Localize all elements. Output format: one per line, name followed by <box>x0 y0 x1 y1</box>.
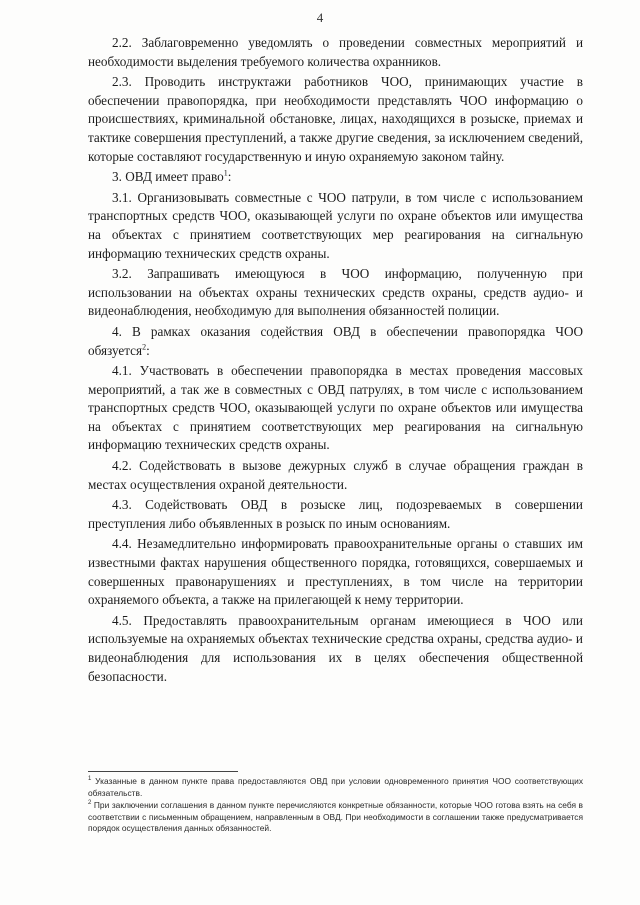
paragraph-4-4 <box>88 535 583 609</box>
footnote-text: При заключении соглашения в данном пункте перечисляются конкретные обязанности, которые ЧОО готова взять на себя в соответствии с письменным обращением, направленным в ОВД. При необходимости в соглашении также предусматривается порядок осуществления данных обязанностей. <box>88 800 583 834</box>
paragraph-4-1 <box>88 362 583 455</box>
paragraph-text: 3.2. Запрашивать имеющуюся в ЧОО информацию, полученную при использовании на объектах охраны технических средств охраны, средств аудио- и видеонаблюдения, необходимую для выполнения обязанностей полиции. <box>88 266 583 319</box>
page-number: 4 <box>316 10 324 25</box>
paragraph-4-5 <box>88 612 583 686</box>
paragraph-2-2 <box>88 34 583 71</box>
paragraph-text: 4. В рамках оказания содействия ОВД в обеспечении правопорядка ЧОО обязуется <box>88 323 583 358</box>
paragraph-4-3 <box>88 496 583 533</box>
paragraph-text: 4.4. Незамедлительно информировать правоохранительные органы о ставших им известными фактах нарушения общественного порядка, готовящихся, совершаемых и совершенных правонарушениях и преступлениях, в том числе на территории охраняемого объекта, а также на прилегающей к нему территории. <box>88 536 583 608</box>
footnotes-section <box>88 771 583 836</box>
paragraph-text: 4.3. Содействовать ОВД в розыске лиц, подозреваемых в совершении преступления либо объявленных в розыск по иным основаниям. <box>88 497 583 531</box>
paragraph-4 <box>88 323 583 360</box>
footnote-1 <box>88 776 583 799</box>
footnote-ref-1[interactable]: 1 <box>223 168 228 178</box>
paragraph-text: 2.2. Заблаговременно уведомлять о проведении совместных мероприятий и необходимости выделения требуемого количества охранников. <box>88 35 583 69</box>
paragraph-2-3 <box>88 73 583 166</box>
paragraph-3-1 <box>88 189 583 263</box>
footnote-ref-2[interactable]: 2 <box>142 342 147 352</box>
paragraph-text: 4.5. Предоставлять правоохранительным органам имеющиеся в ЧОО или используемые на охраняемых объектах технические средства охраны, средства аудио- и видеонаблюдения для использования их в целях обеспечения общественной безопасности. <box>88 612 583 684</box>
paragraph-text: 2.3. Проводить инструктажи работников ЧОО, принимающих участие в обеспечении правопорядка, при необходимости представлять ЧОО информацию о происшествиях, криминальной обстановке, лицах, находящихся в розыске, приемах и тактике совершения преступлений, а также другие сведения, за исключением сведений, которые составляют государственную и иную охраняемую законом тайну. <box>88 74 583 164</box>
footnote-divider <box>88 771 238 772</box>
paragraph-text: 4.2. Содействовать в вызове дежурных служб в случае обращения граждан в местах осуществления охраной деятельности. <box>88 458 583 492</box>
footnote-mark: 2 <box>88 800 92 807</box>
paragraph-text: 3.1. Организовывать совместные с ЧОО патрули, в том числе с использованием транспортных средств ЧОО, оказывающей услуги по охране объектов или имущества на объектах с принятием соответствующих мер реагирования на сигнальную информацию технических средств охраны. <box>88 189 583 261</box>
footnote-mark: 1 <box>88 776 92 783</box>
footnote-text: Указанные в данном пункте права предоставляются ОВД при условии одновременного принятия ЧОО соответствующих обязательств. <box>88 776 584 798</box>
paragraph-text: 3. ОВД имеет право <box>112 169 224 185</box>
footnote-2 <box>88 800 583 835</box>
paragraph-text: 4.1. Участвовать в обеспечении правопорядка в местах проведения массовых мероприятий, а так же в совместных с ОВД патрулях, в том числе с использованием транспортных средств ЧОО, оказывающей услуги по охране объектов или имущества на объектах с принятием соответствующих мер реагирования на сигнальную информацию технических средств охраны. <box>88 363 583 453</box>
paragraph-3 <box>88 168 583 187</box>
paragraph-3-2 <box>88 265 583 321</box>
paragraph-trail: : <box>227 169 232 185</box>
paragraph-trail: : <box>146 342 150 358</box>
paragraph-4-2 <box>88 457 583 494</box>
document-body <box>88 34 583 688</box>
